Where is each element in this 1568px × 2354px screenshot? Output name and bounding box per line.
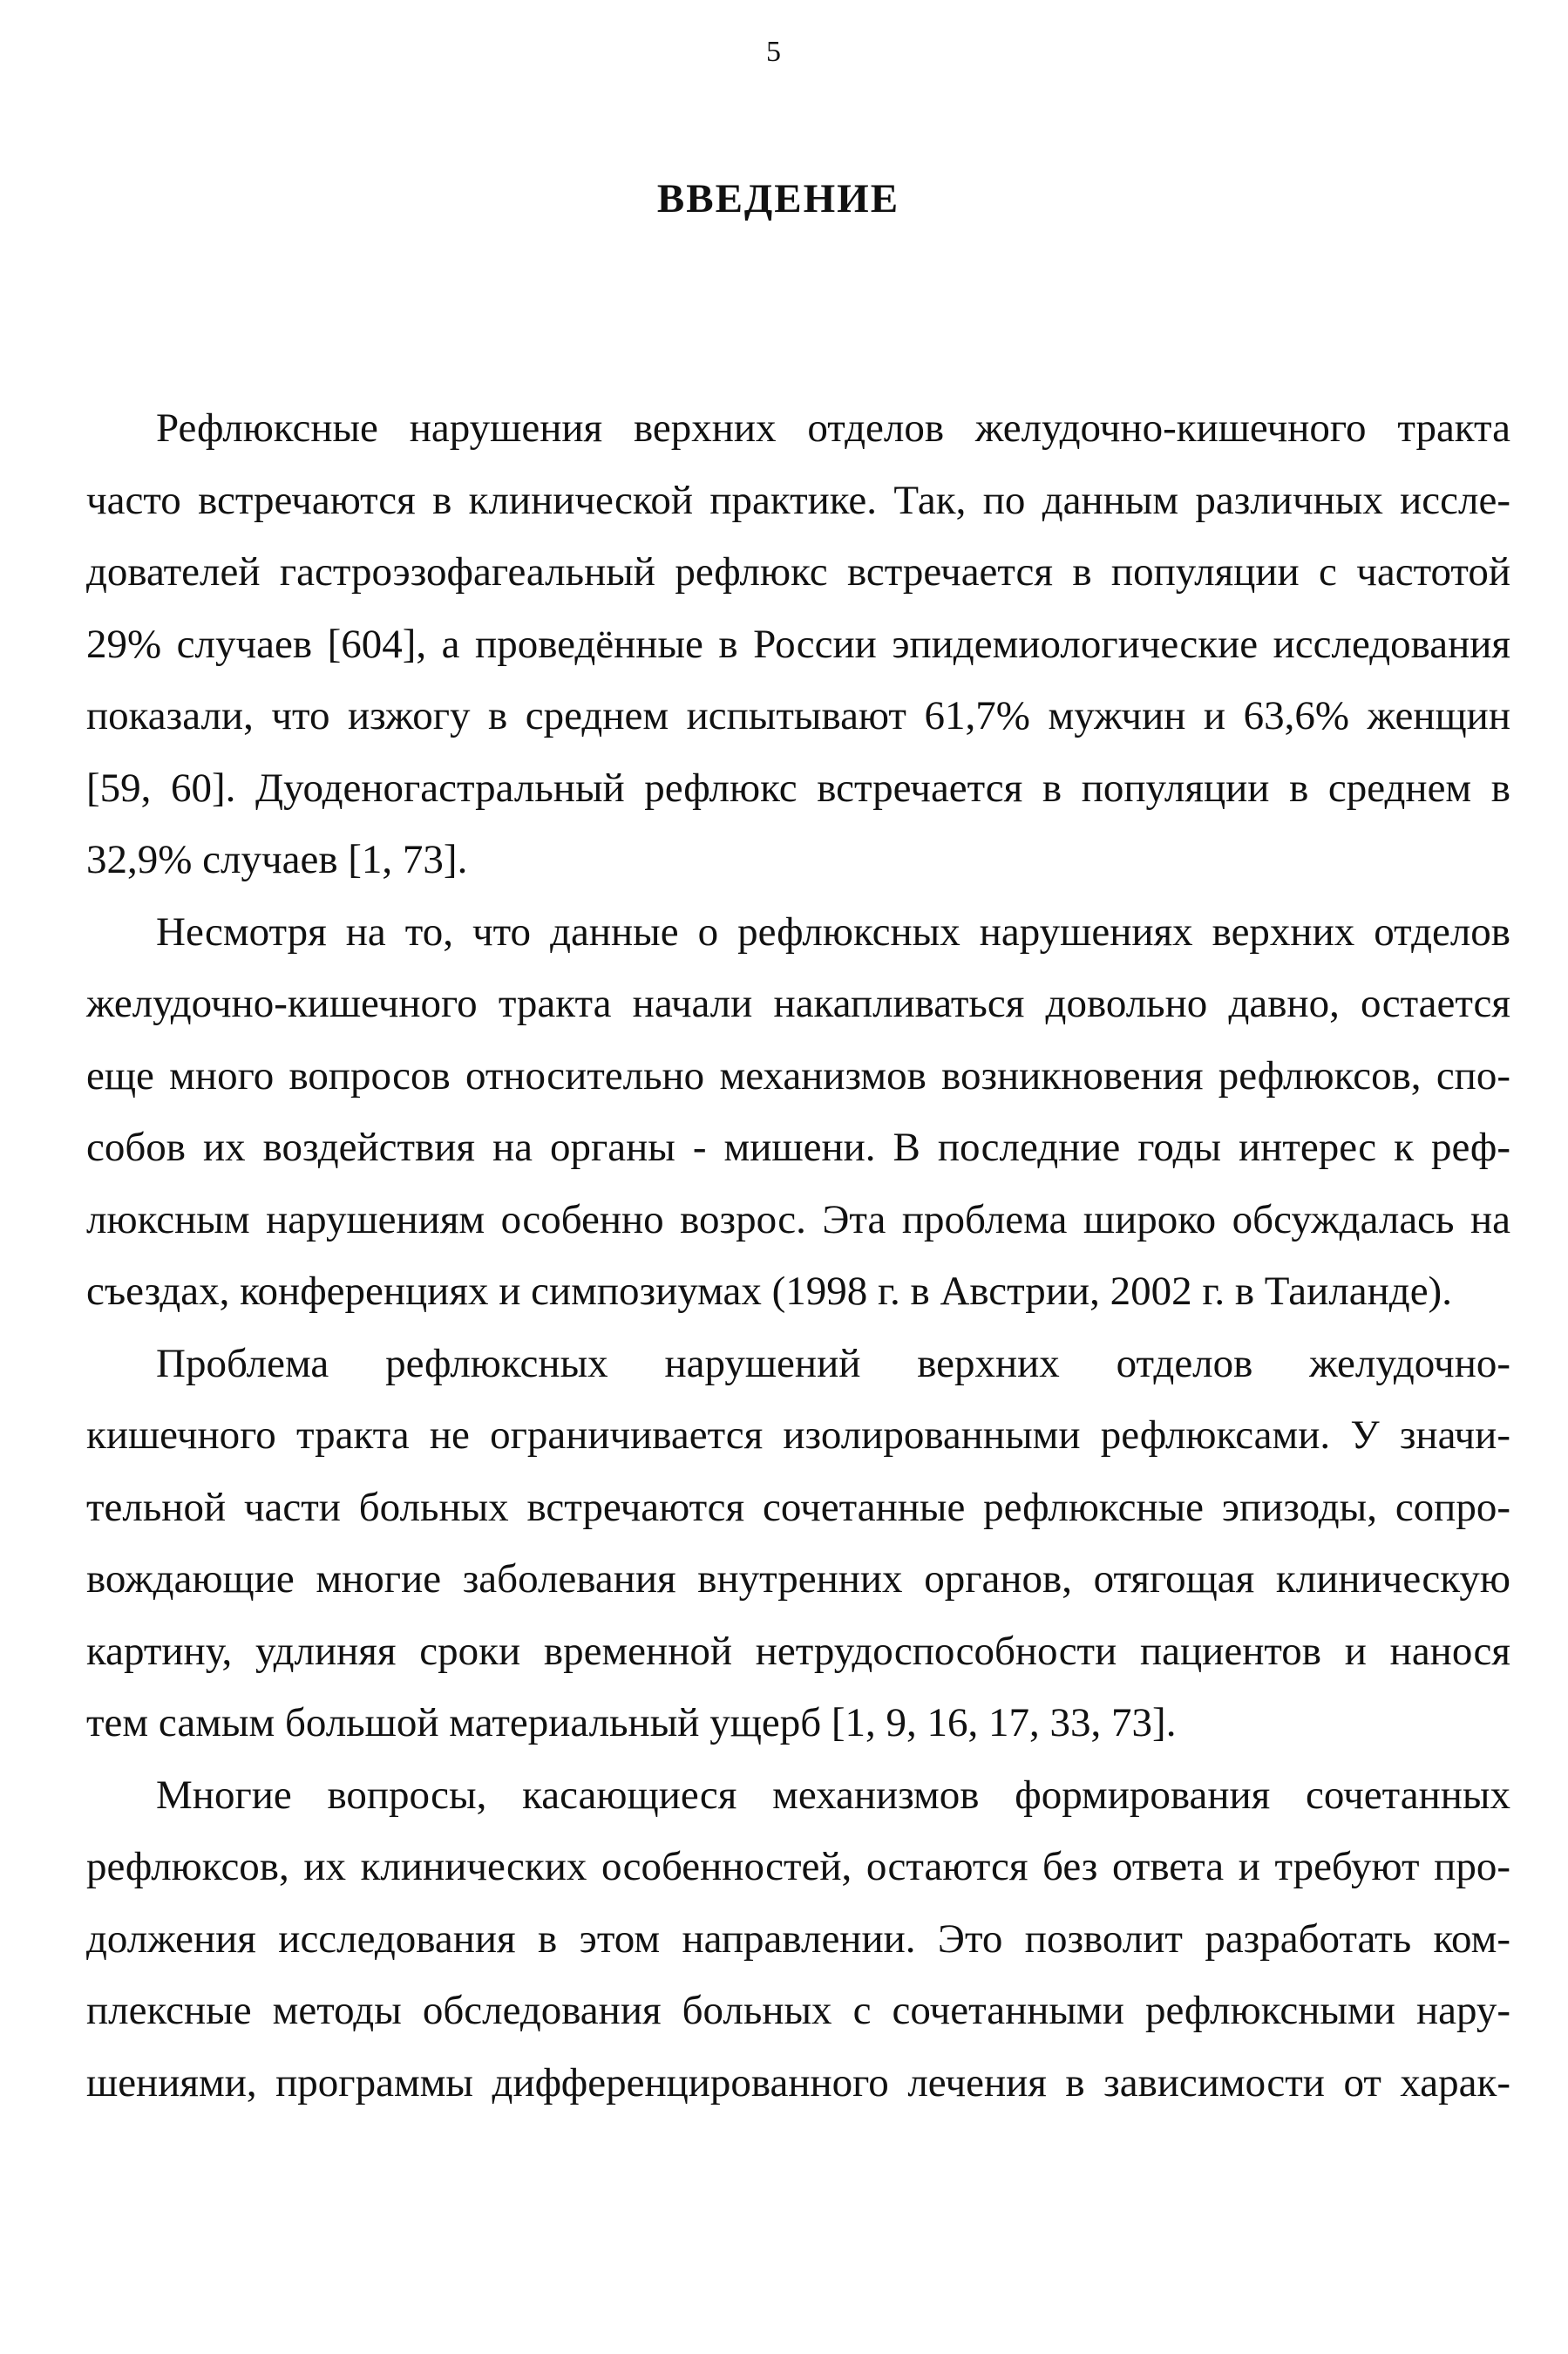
text-line: тельной части больных встречаются сочетанные рефлюксные эпизоды, сопро- [86, 1484, 1510, 1530]
text-line: тем самым большой материальный ущерб [1, 9, 16, 17, 33, 73]. [86, 1700, 1177, 1745]
text-line: люксным нарушениям особенно возрос. Эта проблема широко обсуждалась на [86, 1196, 1510, 1242]
paragraph [86, 896, 1510, 1328]
page-number: 5 [766, 36, 781, 68]
text-line: показали, что изжогу в среднем испытывают 61,7% мужчин и 63,6% женщин [86, 693, 1510, 738]
text-line: 29% случаев [604], а проведённые в России эпидемиологические исследования [86, 621, 1510, 667]
text-line: часто встречаются в клинической практике. Так, по данным различных иссле- [86, 477, 1510, 523]
text-line: дователей гастроэзофагеальный рефлюкс встречается в популяции с частотой [86, 549, 1510, 595]
text-line: съездах, конференциях и симпозиумах (1998 г. в Австрии, 2002 г. в Таиланде). [86, 1269, 1452, 1314]
paragraph [86, 392, 1510, 896]
body-text [86, 392, 1510, 2119]
text-line: картину, удлиняя сроки временной нетрудоспособности пациентов и нанося [86, 1628, 1510, 1674]
text-line: [59, 60]. Дуоденогастральный рефлюкс встречается в популяции в среднем в [86, 765, 1510, 811]
page-title: ВВЕДЕНИЕ [656, 176, 900, 221]
text-line: Рефлюксные нарушения верхних отделов желудочно-кишечного тракта [156, 405, 1510, 451]
text-line: Многие вопросы, касающиеся механизмов формирования сочетанных [156, 1772, 1510, 1818]
text-line: еще много вопросов относительно механизмов возникновения рефлюксов, спо- [86, 1052, 1510, 1099]
text-line: Проблема рефлюксных нарушений верхних отделов желудочно- [156, 1340, 1510, 1386]
text-line: шениями, программы дифференцированного лечения в зависимости от харак- [86, 2059, 1510, 2106]
text-line: собов их воздействия на органы - мишени. В последние годы интерес к реф- [86, 1125, 1510, 1170]
paragraph [86, 1328, 1510, 1759]
text-line: вождающие многие заболевания внутренних органов, отягощая клиническую [86, 1556, 1510, 1602]
text-line: желудочно-кишечного тракта начали накапливаться довольно давно, остается [86, 981, 1510, 1026]
text-line: должения исследования в этом направлении. Это позволит разработать ком- [86, 1915, 1510, 1962]
text-line: плексные методы обследования больных с сочетанными рефлюксными нару- [86, 1988, 1510, 2033]
text-line: кишечного тракта не ограничивается изолированными рефлюксами. У значи- [86, 1412, 1510, 1458]
text-line: рефлюксов, их клинических особенностей, остаются без ответа и требуют про- [86, 1844, 1510, 1889]
text-line: Несмотря на то, что данные о рефлюксных нарушениях верхних отделов [156, 908, 1510, 955]
text-line: 32,9% случаев [1, 73]. [86, 837, 468, 882]
paragraph [86, 1759, 1510, 2119]
